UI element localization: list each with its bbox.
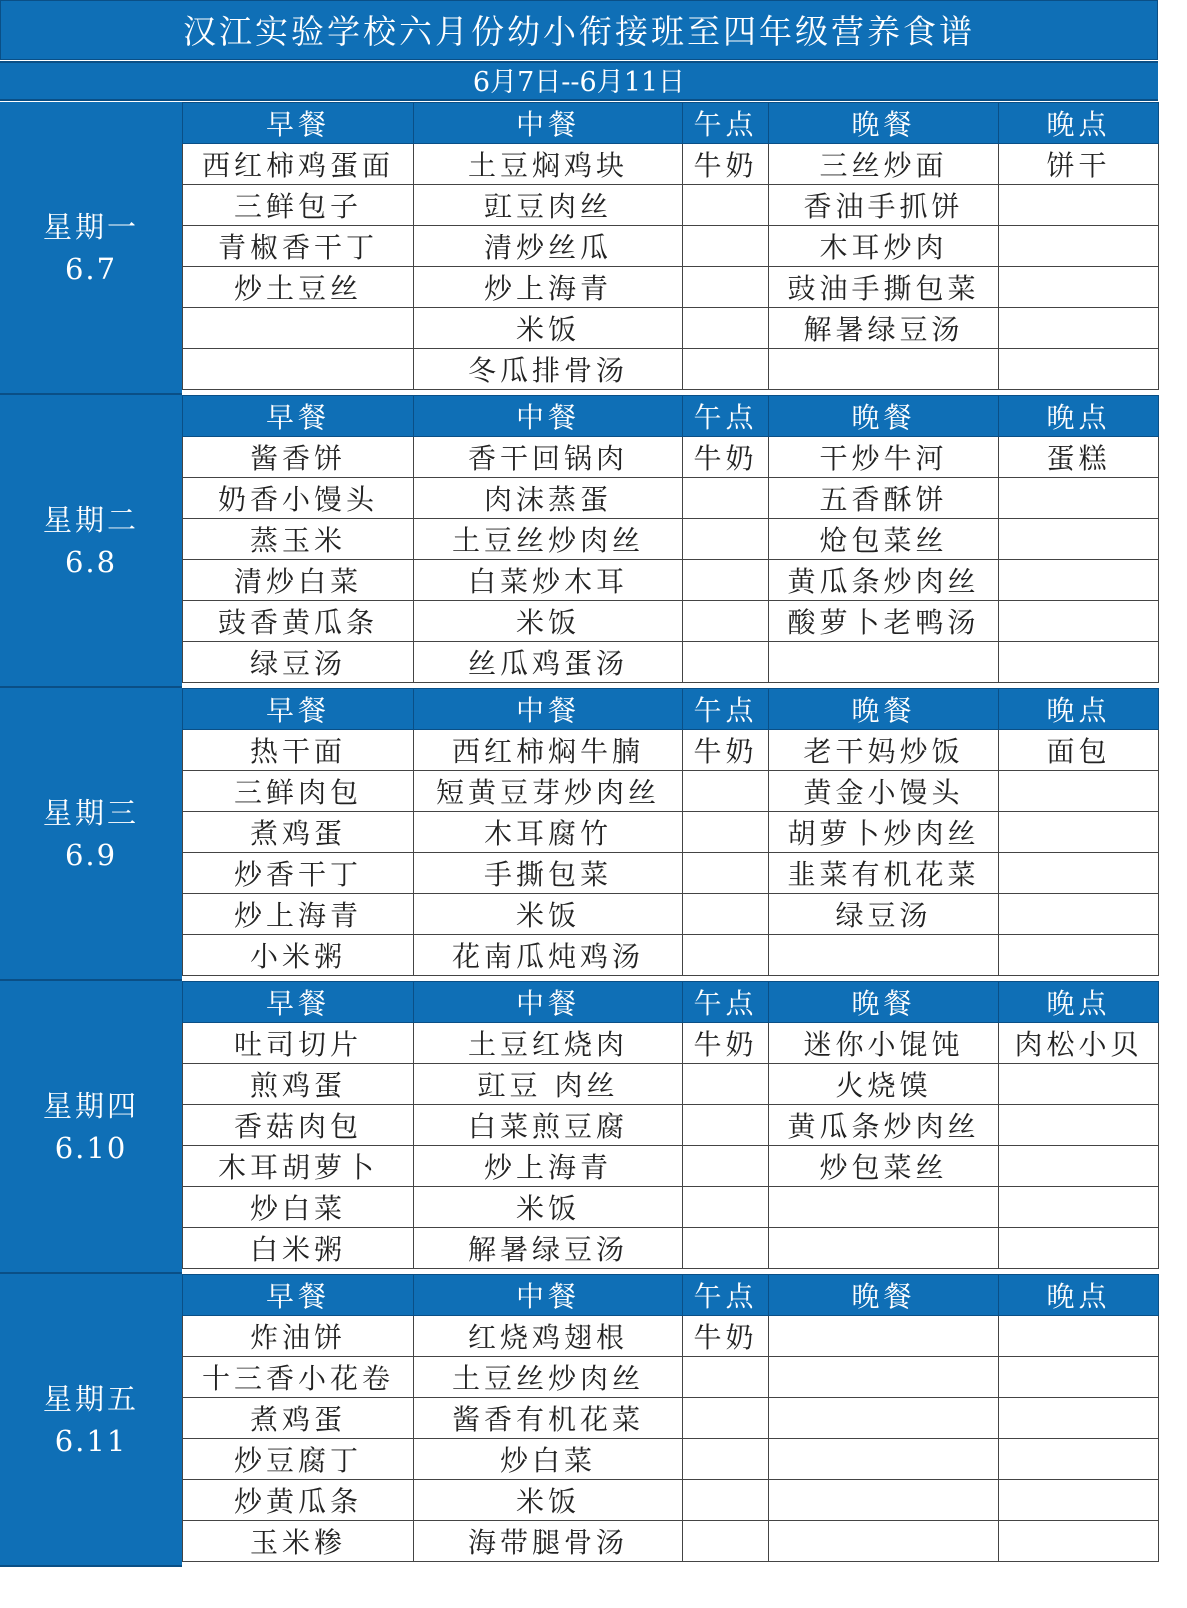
day-block <box>0 395 1158 688</box>
menu-cell: 蛋糕 <box>999 437 1159 478</box>
menu-cell: 红烧鸡翅根 <box>414 1316 683 1357</box>
menu-cell: 面包 <box>999 730 1159 771</box>
table-row <box>183 1439 1159 1480</box>
menu-cell <box>999 1521 1159 1562</box>
menu-cell <box>999 1439 1159 1480</box>
day-label <box>0 981 182 1274</box>
table-row <box>183 853 1159 894</box>
menu-cell <box>999 267 1159 308</box>
menu-cell: 白米粥 <box>183 1228 414 1269</box>
menu-cell <box>683 1357 769 1398</box>
menu-cell: 牛奶 <box>683 1316 769 1357</box>
table-row <box>183 349 1159 390</box>
menu-cell <box>999 1146 1159 1187</box>
table-row <box>183 1105 1159 1146</box>
menu-cell: 米饭 <box>414 1187 683 1228</box>
day-label <box>0 102 182 395</box>
day-label <box>0 395 182 688</box>
menu-cell: 玉米糁 <box>183 1521 414 1562</box>
menu-cell: 肉沫蒸蛋 <box>414 478 683 519</box>
table-row <box>183 771 1159 812</box>
menu-cell: 西红柿鸡蛋面 <box>183 144 414 185</box>
meal-header-row <box>183 396 1159 437</box>
meal-header-row <box>183 982 1159 1023</box>
menu-cell <box>999 185 1159 226</box>
meal-column-header: 早餐 <box>183 396 414 437</box>
menu-cell <box>999 560 1159 601</box>
table-row <box>183 226 1159 267</box>
menu-cell: 炒黄瓜条 <box>183 1480 414 1521</box>
menu-cell: 手撕包菜 <box>414 853 683 894</box>
menu-cell <box>683 519 769 560</box>
menu-cell <box>999 226 1159 267</box>
table-row <box>183 1316 1159 1357</box>
menu-cell: 热干面 <box>183 730 414 771</box>
menu-cell: 煮鸡蛋 <box>183 1398 414 1439</box>
meal-header-row <box>183 1275 1159 1316</box>
table-row <box>183 935 1159 976</box>
weekday-label: 星期二 <box>42 502 139 537</box>
menu-cell <box>999 1316 1159 1357</box>
date-label: 6.8 <box>64 544 118 579</box>
meal-column-header: 晚餐 <box>769 396 999 437</box>
table-row <box>183 437 1159 478</box>
menu-cell: 豇豆 肉丝 <box>414 1064 683 1105</box>
day-block <box>0 1274 1158 1567</box>
menu-cell: 解暑绿豆汤 <box>414 1228 683 1269</box>
menu-cell <box>683 1398 769 1439</box>
menu-cell: 木耳炒肉 <box>769 226 999 267</box>
table-row <box>183 519 1159 560</box>
menu-cell: 短黄豆芽炒肉丝 <box>414 771 683 812</box>
menu-cell <box>683 185 769 226</box>
meal-column-header: 午点 <box>683 103 769 144</box>
menu-cell: 花南瓜炖鸡汤 <box>414 935 683 976</box>
page-title: 汉江实验学校六月份幼小衔接班至四年级营养食谱 <box>0 0 1158 60</box>
menu-cell: 牛奶 <box>683 1023 769 1064</box>
menu-cell: 炒上海青 <box>183 894 414 935</box>
menu-cell: 土豆红烧肉 <box>414 1023 683 1064</box>
menu-cell <box>683 478 769 519</box>
menu-cell: 奶香小馒头 <box>183 478 414 519</box>
menu-cell: 吐司切片 <box>183 1023 414 1064</box>
table-row <box>183 1187 1159 1228</box>
menu-cell <box>683 349 769 390</box>
menu-cell: 绿豆汤 <box>183 642 414 683</box>
table-row <box>183 730 1159 771</box>
table-row <box>183 308 1159 349</box>
menu-cell: 解暑绿豆汤 <box>769 308 999 349</box>
menu-cell <box>999 812 1159 853</box>
menu-cell: 炒上海青 <box>414 1146 683 1187</box>
date-range: 6月7日--6月11日 <box>0 61 1158 101</box>
menu-cell: 酱香有机花菜 <box>414 1398 683 1439</box>
menu-cell <box>769 1439 999 1480</box>
menu-cell: 豉油手撕包菜 <box>769 267 999 308</box>
menu-cell: 黄瓜条炒肉丝 <box>769 560 999 601</box>
menu-cell: 白菜炒木耳 <box>414 560 683 601</box>
menu-cell: 西红柿焖牛腩 <box>414 730 683 771</box>
menu-cell: 三鲜肉包 <box>183 771 414 812</box>
menu-cell: 牛奶 <box>683 144 769 185</box>
menu-cell <box>769 1480 999 1521</box>
menu-cell <box>683 1480 769 1521</box>
menu-cell: 蒸玉米 <box>183 519 414 560</box>
menu-cell <box>183 308 414 349</box>
meal-column-header: 晚点 <box>999 396 1159 437</box>
menu-cell <box>999 601 1159 642</box>
menu-cell: 三鲜包子 <box>183 185 414 226</box>
menu-cell <box>683 853 769 894</box>
meal-column-header: 午点 <box>683 396 769 437</box>
table-row <box>183 812 1159 853</box>
menu-cell <box>769 1316 999 1357</box>
menu-cell <box>999 519 1159 560</box>
menu-cell <box>999 478 1159 519</box>
meal-column-header: 中餐 <box>414 103 683 144</box>
meal-column-header: 晚点 <box>999 103 1159 144</box>
menu-cell: 煎鸡蛋 <box>183 1064 414 1105</box>
menu-cell <box>999 1187 1159 1228</box>
table-row <box>183 1146 1159 1187</box>
menu-cell: 香干回锅肉 <box>414 437 683 478</box>
menu-cell <box>683 1105 769 1146</box>
menu-cell <box>683 1439 769 1480</box>
menu-cell: 干炒牛河 <box>769 437 999 478</box>
menu-cell: 牛奶 <box>683 730 769 771</box>
menu-cell: 冬瓜排骨汤 <box>414 349 683 390</box>
meal-column-header: 早餐 <box>183 689 414 730</box>
menu-cell <box>999 1105 1159 1146</box>
meal-column-header: 午点 <box>683 1275 769 1316</box>
meal-column-header: 晚餐 <box>769 103 999 144</box>
meal-header-row <box>183 103 1159 144</box>
menu-cell: 海带腿骨汤 <box>414 1521 683 1562</box>
table-row <box>183 1023 1159 1064</box>
meal-column-header: 午点 <box>683 689 769 730</box>
table-row <box>183 1228 1159 1269</box>
menu-cell <box>769 1398 999 1439</box>
table-row <box>183 478 1159 519</box>
menu-cell <box>683 1521 769 1562</box>
menu-cell: 土豆丝炒肉丝 <box>414 1357 683 1398</box>
menu-table <box>182 981 1159 1269</box>
menu-cell: 清炒丝瓜 <box>414 226 683 267</box>
menu-cell <box>183 349 414 390</box>
menu-cell <box>769 1228 999 1269</box>
menu-cell <box>999 1480 1159 1521</box>
menu-cell: 土豆焖鸡块 <box>414 144 683 185</box>
menu-cell: 丝瓜鸡蛋汤 <box>414 642 683 683</box>
table-row <box>183 267 1159 308</box>
menu-cell: 炝包菜丝 <box>769 519 999 560</box>
menu-cell <box>999 853 1159 894</box>
meal-column-header: 中餐 <box>414 396 683 437</box>
weekday-label: 星期五 <box>42 1381 139 1416</box>
date-label: 6.11 <box>54 1423 128 1458</box>
menu-cell <box>683 1228 769 1269</box>
menu-cell <box>683 812 769 853</box>
menu-cell <box>683 308 769 349</box>
meal-column-header: 晚餐 <box>769 689 999 730</box>
menu-cell <box>683 560 769 601</box>
menu-cell: 炒包菜丝 <box>769 1146 999 1187</box>
menu-cell <box>999 308 1159 349</box>
menu-cell: 黄金小馒头 <box>769 771 999 812</box>
menu-cell: 十三香小花卷 <box>183 1357 414 1398</box>
table-row <box>183 144 1159 185</box>
menu-cell <box>999 349 1159 390</box>
menu-cell: 青椒香干丁 <box>183 226 414 267</box>
menu-cell <box>999 771 1159 812</box>
meal-column-header: 晚点 <box>999 1275 1159 1316</box>
menu-cell: 炒香干丁 <box>183 853 414 894</box>
meal-column-header: 晚点 <box>999 982 1159 1023</box>
menu-cell: 韭菜有机花菜 <box>769 853 999 894</box>
table-row <box>183 1398 1159 1439</box>
menu-cell <box>999 1398 1159 1439</box>
weekday-label: 星期一 <box>42 209 139 244</box>
date-label: 6.9 <box>64 837 118 872</box>
menu-cell <box>769 349 999 390</box>
menu-cell: 五香酥饼 <box>769 478 999 519</box>
menu-cell: 木耳腐竹 <box>414 812 683 853</box>
menu-cell: 土豆丝炒肉丝 <box>414 519 683 560</box>
menu-cell: 清炒白菜 <box>183 560 414 601</box>
weekday-label: 星期四 <box>42 1088 139 1123</box>
meal-column-header: 早餐 <box>183 982 414 1023</box>
table-row <box>183 1521 1159 1562</box>
menu-cell: 炒上海青 <box>414 267 683 308</box>
menu-cell <box>683 226 769 267</box>
menu-cell <box>683 1064 769 1105</box>
menu-cell <box>683 267 769 308</box>
menu-table <box>182 395 1159 683</box>
table-row <box>183 185 1159 226</box>
meal-column-header: 中餐 <box>414 689 683 730</box>
menu-cell <box>769 935 999 976</box>
menu-cell <box>999 935 1159 976</box>
menu-cell: 炒白菜 <box>414 1439 683 1480</box>
menu-cell <box>683 771 769 812</box>
menu-cell <box>999 894 1159 935</box>
menu-cell: 炒白菜 <box>183 1187 414 1228</box>
menu-cell <box>769 642 999 683</box>
menu-cell: 炒豆腐丁 <box>183 1439 414 1480</box>
menu-cell: 火烧馍 <box>769 1064 999 1105</box>
menu-cell <box>683 894 769 935</box>
menu-cell: 煮鸡蛋 <box>183 812 414 853</box>
day-label <box>0 688 182 981</box>
menu-cell <box>769 1187 999 1228</box>
table-row <box>183 560 1159 601</box>
day-block <box>0 102 1158 395</box>
menu-cell: 米饭 <box>414 1480 683 1521</box>
meal-column-header: 晚餐 <box>769 982 999 1023</box>
menu-table <box>182 1274 1159 1562</box>
menu-cell: 饼干 <box>999 144 1159 185</box>
menu-cell <box>999 1228 1159 1269</box>
meal-column-header: 晚餐 <box>769 1275 999 1316</box>
menu-cell: 三丝炒面 <box>769 144 999 185</box>
menu-cell <box>683 935 769 976</box>
meal-column-header: 晚点 <box>999 689 1159 730</box>
menu-cell: 米饭 <box>414 894 683 935</box>
menu-cell: 牛奶 <box>683 437 769 478</box>
meal-column-header: 早餐 <box>183 1275 414 1316</box>
menu-cell: 绿豆汤 <box>769 894 999 935</box>
date-label: 6.10 <box>54 1130 128 1165</box>
menu-cell: 迷你小馄饨 <box>769 1023 999 1064</box>
menu-cell <box>999 1357 1159 1398</box>
menu-cell: 香油手抓饼 <box>769 185 999 226</box>
menu-table <box>182 102 1159 390</box>
weekday-label: 星期三 <box>42 795 139 830</box>
date-label: 6.7 <box>64 251 118 286</box>
menu-cell <box>769 1357 999 1398</box>
menu-table <box>182 688 1159 976</box>
menu-cell <box>769 1521 999 1562</box>
menu-cell: 豉香黄瓜条 <box>183 601 414 642</box>
menu-cell: 米饭 <box>414 601 683 642</box>
menu-cell: 香菇肉包 <box>183 1105 414 1146</box>
menu-cell <box>683 1146 769 1187</box>
table-row <box>183 1357 1159 1398</box>
menu-cell <box>999 1064 1159 1105</box>
menu-cell: 豇豆肉丝 <box>414 185 683 226</box>
day-label <box>0 1274 182 1567</box>
menu-cell: 米饭 <box>414 308 683 349</box>
menu-cell: 胡萝卜炒肉丝 <box>769 812 999 853</box>
table-row <box>183 1064 1159 1105</box>
menu-cell: 白菜煎豆腐 <box>414 1105 683 1146</box>
menu-cell <box>683 1187 769 1228</box>
menu-cell <box>999 642 1159 683</box>
table-row <box>183 601 1159 642</box>
meal-column-header: 中餐 <box>414 1275 683 1316</box>
table-row <box>183 642 1159 683</box>
meal-column-header: 早餐 <box>183 103 414 144</box>
menu-cell: 炒土豆丝 <box>183 267 414 308</box>
menu-cell <box>683 642 769 683</box>
menu-cell: 老干妈炒饭 <box>769 730 999 771</box>
table-row <box>183 894 1159 935</box>
day-block <box>0 688 1158 981</box>
menu-cell: 酸萝卜老鸭汤 <box>769 601 999 642</box>
menu-cell: 肉松小贝 <box>999 1023 1159 1064</box>
menu-cell: 炸油饼 <box>183 1316 414 1357</box>
menu-cell <box>683 601 769 642</box>
meal-column-header: 午点 <box>683 982 769 1023</box>
meal-column-header: 中餐 <box>414 982 683 1023</box>
menu-cell: 木耳胡萝卜 <box>183 1146 414 1187</box>
menu-cell: 小米粥 <box>183 935 414 976</box>
day-block <box>0 981 1158 1274</box>
menu-cell: 酱香饼 <box>183 437 414 478</box>
table-row <box>183 1480 1159 1521</box>
meal-header-row <box>183 689 1159 730</box>
menu-cell: 黄瓜条炒肉丝 <box>769 1105 999 1146</box>
